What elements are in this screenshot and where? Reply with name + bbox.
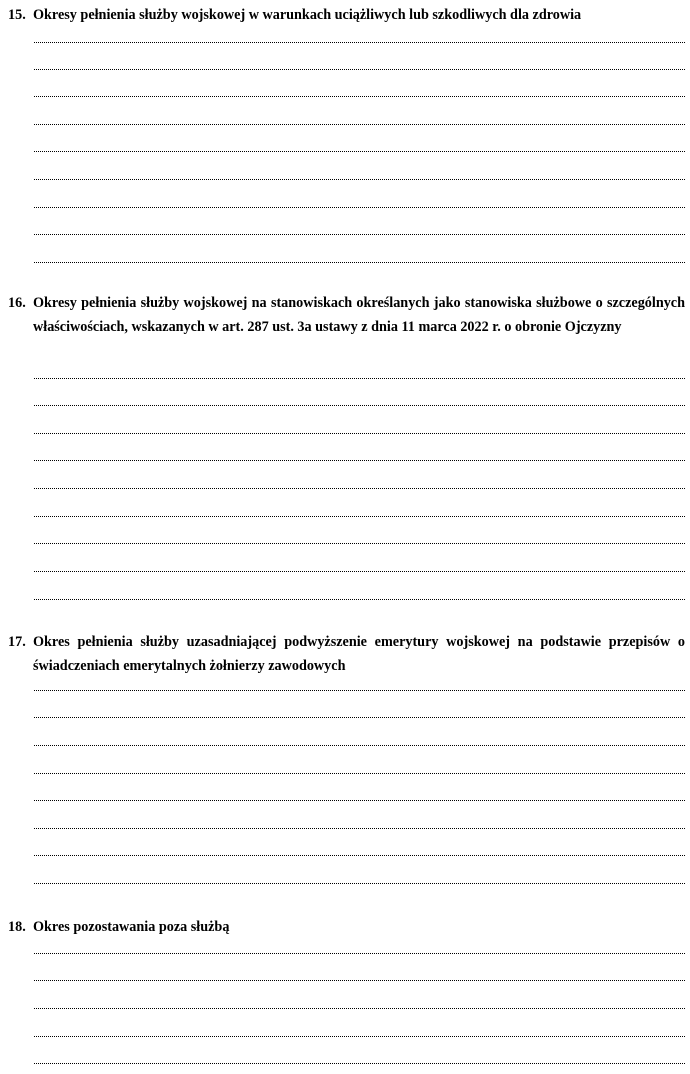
dotted-fill-line[interactable] (34, 571, 685, 572)
dotted-fill-line[interactable] (34, 543, 685, 544)
dotted-fill-line[interactable] (34, 1036, 685, 1037)
dotted-fill-line[interactable] (34, 855, 685, 856)
dotted-fill-line[interactable] (34, 745, 685, 746)
dotted-fill-line[interactable] (34, 773, 685, 774)
dotted-fill-line[interactable] (34, 42, 685, 43)
dotted-fill-line[interactable] (34, 433, 685, 434)
section-17 (0, 630, 690, 678)
section-number: 17. (8, 634, 26, 650)
dotted-fill-line[interactable] (34, 883, 685, 884)
dotted-fill-line[interactable] (34, 800, 685, 801)
dotted-fill-line[interactable] (34, 405, 685, 406)
dotted-fill-line[interactable] (34, 207, 685, 208)
section-title: Okres pełnienia służby uzasadniającej podwyższenie emerytury wojskowej na podstawie przepisów o świadczeniach emerytalnych żołnierzy zawodowych (33, 634, 685, 674)
section-number: 16. (8, 295, 26, 311)
section-heading (0, 291, 690, 339)
section-heading (0, 3, 690, 27)
dotted-fill-line[interactable] (34, 717, 685, 718)
dotted-fill-line[interactable] (34, 1008, 685, 1009)
section-title: Okresy pełnienia służby wojskowej na stanowiskach określanych jako stanowiska służbowe o szczególnych właściwościach, wskazanych w art. 287 ust. 3a ustawy z dnia 11 marca 2022 r. o obronie Ojczyzny (33, 295, 685, 335)
dotted-fill-line[interactable] (34, 953, 685, 954)
dotted-fill-line[interactable] (34, 516, 685, 517)
dotted-fill-line[interactable] (34, 828, 685, 829)
section-number: 18. (8, 919, 26, 935)
section-15 (0, 3, 690, 27)
dotted-fill-line[interactable] (34, 488, 685, 489)
dotted-fill-line[interactable] (34, 460, 685, 461)
dotted-fill-line[interactable] (34, 96, 685, 97)
dotted-fill-line[interactable] (34, 262, 685, 263)
section-heading (0, 915, 690, 939)
section-title: Okresy pełnienia służby wojskowej w warunkach uciążliwych lub szkodliwych dla zdrowia (33, 7, 582, 23)
dotted-fill-line[interactable] (34, 179, 685, 180)
dotted-fill-line[interactable] (34, 151, 685, 152)
dotted-fill-line[interactable] (34, 599, 685, 600)
dotted-fill-line[interactable] (34, 124, 685, 125)
dotted-fill-line[interactable] (34, 378, 685, 379)
section-title: Okres pozostawania poza służbą (33, 919, 230, 935)
dotted-fill-line[interactable] (34, 69, 685, 70)
section-16 (0, 291, 690, 339)
dotted-fill-line[interactable] (34, 690, 685, 691)
section-number: 15. (8, 7, 26, 23)
section-heading (0, 630, 690, 678)
dotted-fill-line[interactable] (34, 1063, 685, 1064)
section-18 (0, 915, 690, 939)
dotted-fill-line[interactable] (34, 980, 685, 981)
dotted-fill-line[interactable] (34, 234, 685, 235)
